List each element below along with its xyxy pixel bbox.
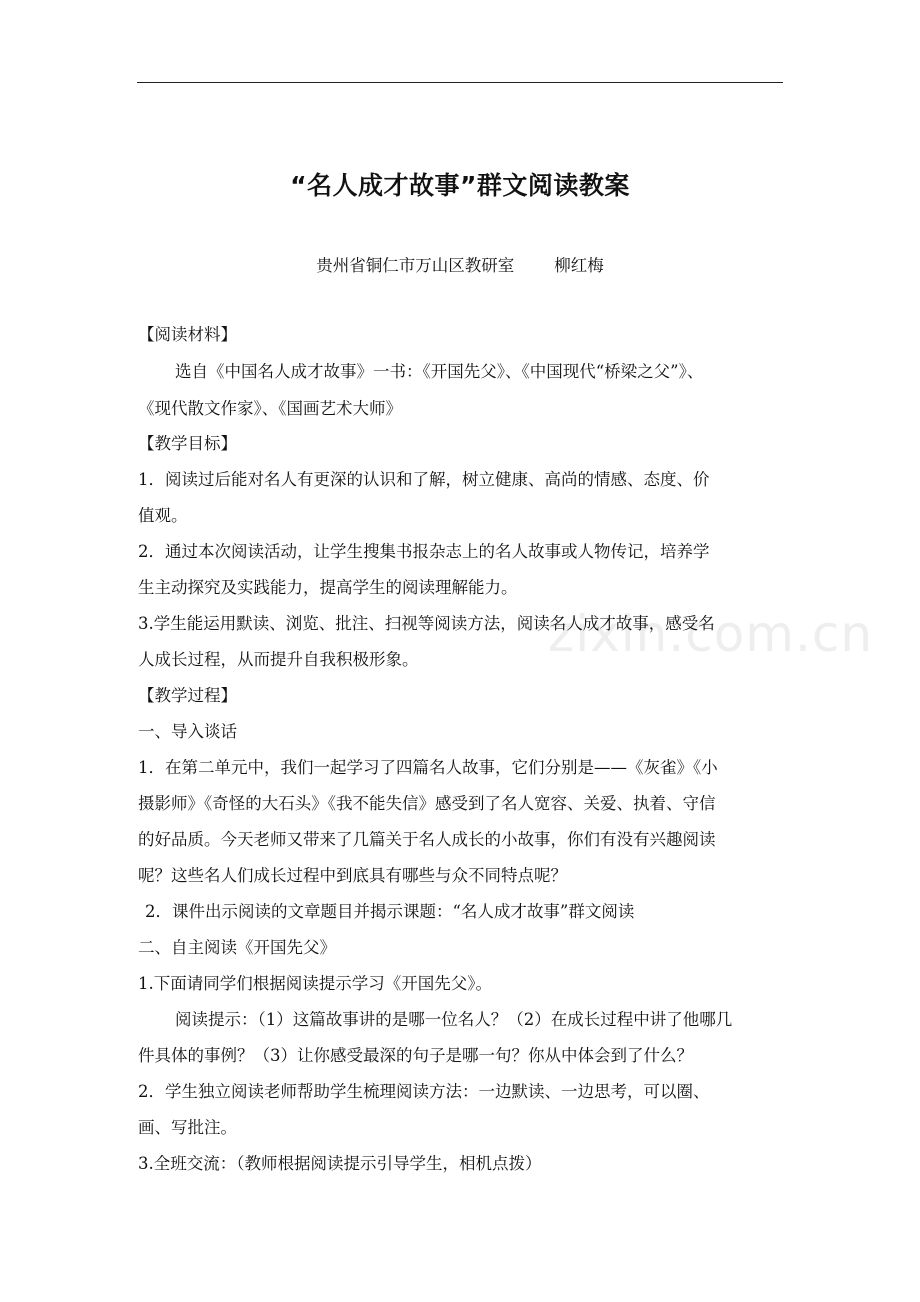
paragraph-line: 值观。 (138, 506, 188, 525)
watermark: zixin.com.cn (548, 605, 874, 663)
author-line (0, 252, 920, 276)
paragraph-line: 的好品质。今天老师又带来了几篇关于名人成长的小故事，你们有没有兴趣阅读 (138, 830, 716, 849)
paragraph-line: 选自《中国名人成才故事》一书：《开国先父》、《中国现代“桥梁之父”》、 (175, 362, 704, 381)
paragraph-line: 件具体的事例？（3）让你感受最深的句子是哪一句？你从中体会到了什么？ (138, 1046, 693, 1065)
paragraph-line: 2．课件出示阅读的文章题目并揭示课题：“名人成才故事”群文阅读 (145, 902, 635, 921)
paragraph-line: 《现代散文作家》、《国画艺术大师》 (138, 399, 402, 418)
paragraph-line: 3.全班交流：（教师根据阅读提示引导学生，相机点拨） (138, 1154, 542, 1173)
paragraph-line: 1.下面请同学们根据阅读提示学习《开国先父》。 (138, 974, 492, 993)
paragraph-line: 2．通过本次阅读活动，让学生搜集书报杂志上的名人故事或人物传记，培养学 (138, 542, 710, 561)
paragraph-line: 人成长过程，从而提升自我积极形象。 (138, 650, 419, 669)
section-heading-goals: 【教学目标】 (138, 434, 237, 453)
paragraph-line: 1．阅读过后能对名人有更深的认识和了解，树立健康、高尚的情感、态度、价 (138, 470, 710, 489)
section-heading-materials: 【阅读材料】 (138, 325, 237, 344)
paragraph-line: 2．学生独立阅读老师帮助学生梳理阅读方法：一边默读、一边思考，可以圈、 (138, 1082, 710, 1101)
section-heading-process: 【教学过程】 (138, 686, 237, 705)
paragraph-line: 阅读提示：（1）这篇故事讲的是哪一位名人？（2）在成长过程中讲了他哪几 (175, 1010, 733, 1029)
paragraph-line: 摄影师》《奇怪的大石头》《我不能失信》感受到了名人宽容、关爱、执着、守信 (138, 794, 716, 813)
paragraph-line: 画、写批注。 (138, 1118, 237, 1137)
subsection-heading: 二、自主阅读《开国先父》 (138, 938, 336, 957)
author-org: 贵州省铜仁市万山区教研室 (316, 256, 515, 275)
paragraph-line: 呢？这些名人们成长过程中到底具有哪些与众不同特点呢？ (138, 866, 567, 885)
paragraph-line: 生主动探究及实践能力，提高学生的阅读理解能力。 (138, 578, 518, 597)
document-title: “名人成才故事”群文阅读教案 (290, 171, 630, 200)
author-name: 柳红梅 (554, 256, 604, 275)
header-rule (137, 82, 783, 83)
paragraph-line: 3.学生能运用默读、浏览、批注、扫视等阅读方法，阅读名人成才故事，感受名 (138, 614, 715, 633)
paragraph-line: 1．在第二单元中，我们一起学习了四篇名人故事，它们分别是——《灰雀》《小 (138, 758, 718, 777)
subsection-heading: 一、导入谈话 (138, 722, 237, 741)
